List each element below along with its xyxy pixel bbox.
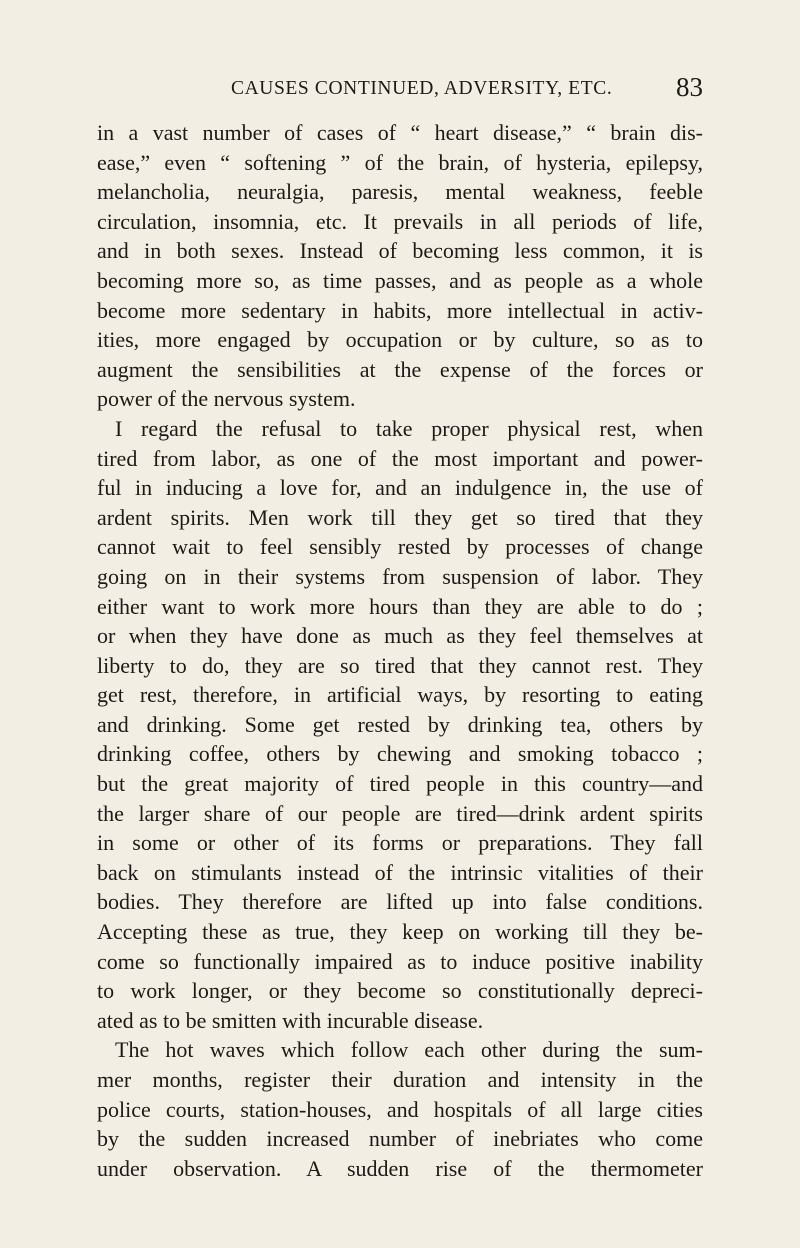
text-line: ardent spirits. Men work till they get so tired that they <box>97 504 703 530</box>
text-line: becoming more so, as time passes, and as people as a whole <box>97 267 703 293</box>
text-line: by the sudden increased number of inebriates who come <box>97 1126 703 1152</box>
text-line: the larger share of our people are tired—drink ardent spirits <box>97 800 703 826</box>
text-line: bodies. They therefore are lifted up into false conditions. <box>97 889 703 915</box>
text-line: or when they have done as much as they feel themselves at <box>97 623 703 649</box>
text-line: cannot wait to feel sensibly rested by processes of change <box>97 534 703 560</box>
text-line: ful in inducing a love for, and an indulgence in, the use of <box>97 475 703 501</box>
text-line: under observation. A sudden rise of the thermometer <box>97 1155 703 1181</box>
text-line: circulation, insomnia, etc. It prevails in all periods of life, <box>97 208 703 234</box>
text-line: get rest, therefore, in artificial ways, by resorting to eating <box>97 682 703 708</box>
text-line: and in both sexes. Instead of becoming less common, it is <box>97 238 703 264</box>
text-line: going on in their systems from suspension of labor. They <box>97 563 703 589</box>
text-line: liberty to do, they are so tired that they cannot rest. They <box>97 652 703 678</box>
running-title: CAUSES CONTINUED, ADVERSITY, ETC. <box>231 78 613 99</box>
text-line: ated as to be smitten with incurable disease. <box>97 1007 484 1033</box>
text-line: in some or other of its forms or preparations. They fall <box>97 830 703 856</box>
text-line: ease,” even “ softening ” of the brain, of hysteria, epilepsy, <box>97 149 703 175</box>
text-line: drinking coffee, others by chewing and smoking tobacco ; <box>97 741 703 767</box>
running-head <box>97 74 703 108</box>
text-line: to work longer, or they become so constitutionally depreci- <box>97 978 703 1004</box>
text-line: melancholia, neuralgia, paresis, mental weakness, feeble <box>97 179 703 205</box>
page-number: 83 <box>676 72 703 102</box>
text-line: mer months, register their duration and intensity in the <box>97 1067 703 1092</box>
text-line: become more sedentary in habits, more intellectual in activ- <box>97 297 703 323</box>
text-line: either want to work more hours than they are able to do ; <box>97 593 703 619</box>
text-line: Accepting these as true, they keep on working till they be- <box>97 919 703 945</box>
text-line: police courts, station-houses, and hospitals of all large cities <box>97 1096 703 1122</box>
text-line: and drinking. Some get rested by drinking tea, others by <box>97 711 703 737</box>
body-text <box>97 118 703 1183</box>
text-line: but the great majority of tired people in this country—and <box>97 771 703 797</box>
text-line: in a vast number of cases of “ heart disease,” “ brain dis- <box>97 120 703 145</box>
text-line: power of the nervous system. <box>97 386 356 412</box>
text-line: back on stimulants instead of the intrinsic vitalities of their <box>97 859 703 885</box>
text-line: ities, more engaged by occupation or by culture, so as to <box>97 327 703 353</box>
text-line: tired from labor, as one of the most important and power- <box>97 445 703 471</box>
text-line: I regard the refusal to take proper physical rest, when <box>115 415 703 441</box>
text-line: come so functionally impaired as to induce positive inability <box>97 948 703 974</box>
text-line: augment the sensibilities at the expense of the forces or <box>97 356 703 382</box>
text-line: The hot waves which follow each other during the sum- <box>115 1037 703 1063</box>
